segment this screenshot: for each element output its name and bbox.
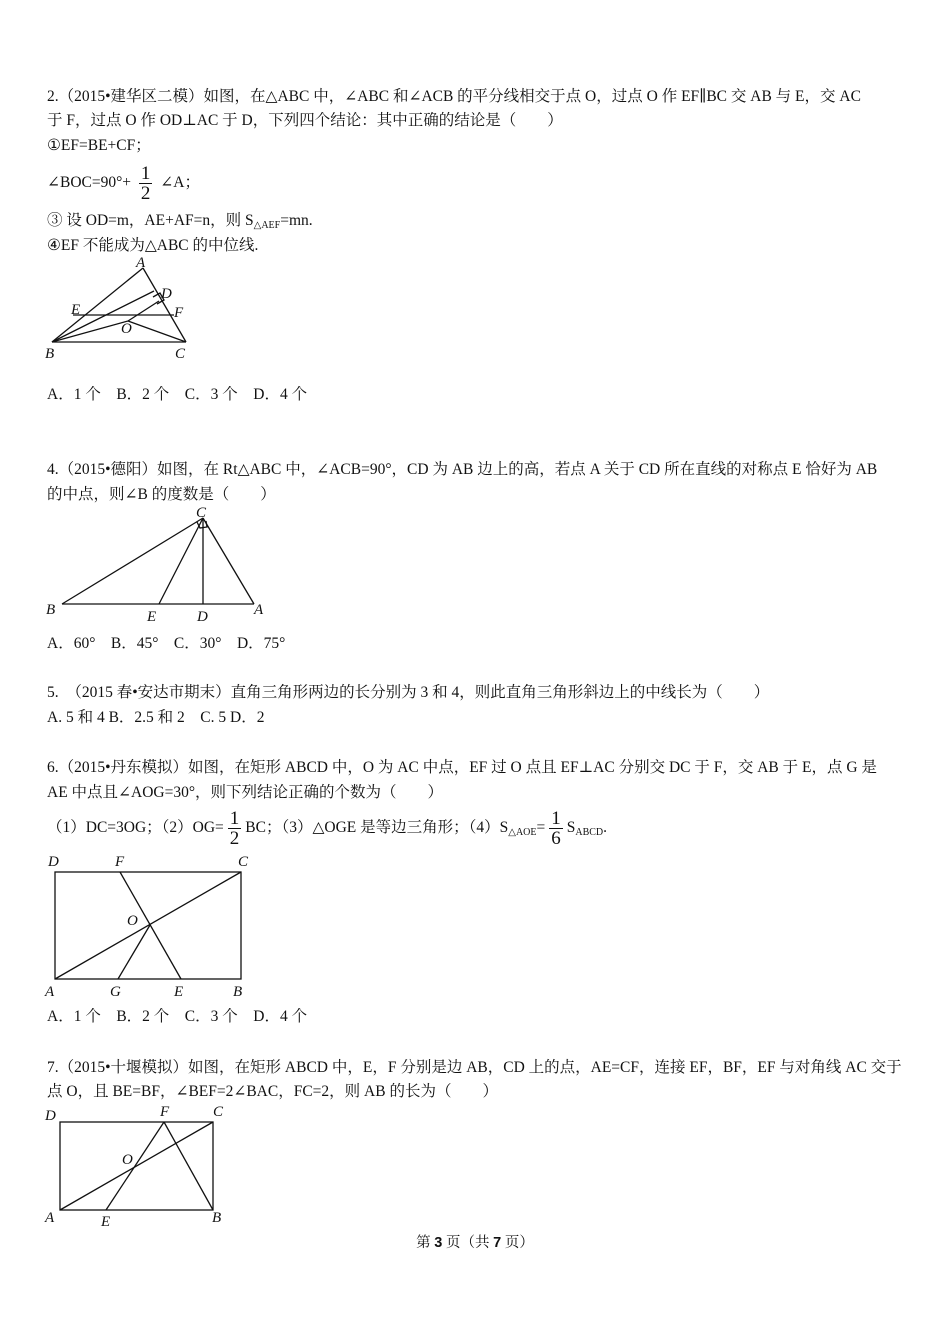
q2-c3-subscript: △AEF (253, 220, 281, 231)
q2-c2-numerator: 1 (140, 163, 151, 184)
q2-label-O: O (121, 321, 132, 337)
q2-conclusion-1: ①EF=BE+CF； (47, 137, 151, 154)
page-footer (0, 1231, 950, 1252)
q7-label-F: F (160, 1104, 170, 1120)
q7-stem-line1: 7.（2015•十堰模拟）如图，在矩形 ABCD 中，E，F 分别是边 AB，CD 上的点，AE=CF，连接 EF，BF，EF 与对角线 AC 交于 (47, 1059, 902, 1076)
q2-c2-fraction (139, 164, 153, 203)
q6-label-C: C (238, 854, 249, 870)
footer-total-pages: 7 (493, 1235, 502, 1251)
q7-label-E: E (101, 1214, 111, 1230)
q6-label-F: F (115, 854, 125, 870)
q6-statement-end: . (603, 819, 608, 836)
q6-subscript-aoe: △AOE (508, 827, 537, 838)
q7-label-D: D (45, 1108, 56, 1124)
q2-options: A．1 个 B．2 个 C．3 个 D．4 个 (47, 386, 308, 403)
q4-label-B: B (46, 602, 56, 618)
q2-stem-line1: 2.（2015•建华区二模）如图，在△ABC 中，∠ABC 和∠ACB 的平分线相交于点 O，过点 O 作 EF∥BC 交 AB 与 E，交 AC (47, 88, 861, 105)
q6-label-D: D (48, 854, 59, 870)
q2-c2-text: ∠BOC=90°+ (47, 174, 132, 192)
footer-middle: 页（共 (442, 1235, 494, 1251)
q2-label-F: F (174, 305, 184, 321)
q6-stem-line2: AE 中点且∠AOG=30°，则下列结论正确的个数为（ ） (47, 784, 444, 801)
q7-stem-line2: 点 O，且 BE=BF，∠BEF=2∠BAC，FC=2，则 AB 的长为（ ） (47, 1083, 498, 1100)
q6-fraction-sixth-denominator: 6 (551, 827, 561, 849)
q6-equals: = (536, 819, 546, 836)
q2-conclusion-4: ④EF 不能成为△ABC 的中位线. (47, 237, 259, 254)
q7-label-A: A (45, 1210, 55, 1226)
q6-figure (40, 850, 260, 1000)
q4-label-C: C (196, 505, 207, 521)
q4-label-D: D (197, 609, 208, 625)
q2-label-A: A (136, 255, 146, 271)
q6-fraction-half (228, 809, 242, 848)
q2-c3-text: ③ 设 OD=m，AE+AF=n，则 S (47, 212, 254, 229)
q4-figure (40, 500, 280, 630)
q2-c3-tail: =mn. (280, 212, 313, 229)
footer-page-number: 3 (434, 1235, 443, 1251)
q2-label-E: E (71, 302, 81, 318)
q4-options: A．60° B．45° C．30° D．75° (47, 635, 286, 652)
q2-c2-tail: ∠A； (160, 174, 200, 192)
q5-options: A. 5 和 4 B．2.5 和 2 C. 5 D．2 (47, 709, 265, 726)
q6-statements (47, 808, 607, 853)
footer-suffix: 页） (501, 1235, 534, 1251)
q6-options: A．1 个 B．2 个 C．3 个 D．4 个 (47, 1008, 308, 1025)
q6-label-B: B (233, 984, 243, 1000)
q2-conclusion-2 (47, 164, 200, 203)
q6-stem-line1: 6.（2015•丹东模拟）如图，在矩形 ABCD 中，O 为 AC 中点，EF 过 O 点且 EF⊥AC 分别交 DC 于 F，交 AB 于 E，点 G 是 (47, 759, 877, 776)
q4-stem-line1: 4.（2015•德阳）如图，在 Rt△ABC 中，∠ACB=90°，CD 为 AB 边上的高，若点 A 关于 CD 所在直线的对称点 E 恰好为 AB (47, 461, 878, 478)
q4-stem-line2: 的中点，则∠B 的度数是（ ） (47, 486, 276, 503)
q6-label-E: E (174, 984, 184, 1000)
q2-conclusion-3 (47, 211, 313, 236)
q6-statement-text: （1）DC=3OG；（2）OG= (47, 819, 224, 836)
q6-fraction-sixth (549, 809, 563, 848)
q2-label-D: D (161, 286, 172, 302)
q2-label-C: C (175, 346, 186, 362)
q6-subscript-abcd: ABCD (575, 827, 604, 838)
q7-label-C: C (213, 1104, 224, 1120)
q7-figure (40, 1100, 240, 1230)
q2-label-B: B (45, 346, 55, 362)
footer-prefix: 第 (416, 1235, 435, 1251)
q5-stem: 5. （2015 春•安达市期末）直角三角形两边的长分别为 3 和 4，则此直角三角形斜边上的中线长为（ ） (47, 684, 770, 701)
q6-label-G: G (110, 984, 121, 1000)
q6-area-symbol: S (566, 819, 576, 836)
q2-figure (40, 255, 210, 365)
q7-label-B: B (212, 1210, 222, 1226)
q2-stem-line2: 于 F，过点 O 作 OD⊥AC 于 D，下列四个结论：其中正确的结论是（ ） (47, 112, 563, 129)
q2-c2-denominator: 2 (140, 183, 151, 204)
q6-fraction-half-denominator: 2 (229, 827, 240, 849)
q4-label-E: E (147, 609, 157, 625)
q4-label-A: A (254, 602, 264, 618)
q6-fraction-half-numerator: 1 (229, 807, 240, 829)
q7-label-O: O (122, 1152, 133, 1168)
q6-label-A: A (45, 984, 55, 1000)
q6-statement-mid: BC；（3）△OGE 是等边三角形；（4）S (245, 819, 509, 836)
q6-fraction-sixth-numerator: 1 (551, 807, 561, 829)
q6-label-O: O (127, 913, 138, 929)
